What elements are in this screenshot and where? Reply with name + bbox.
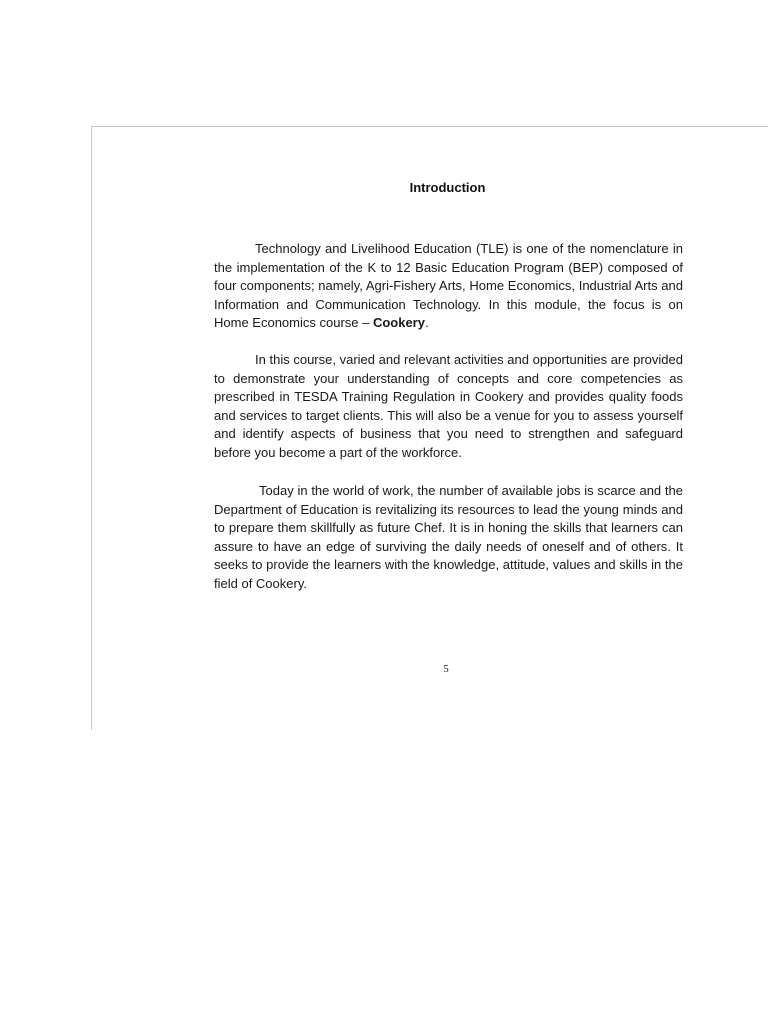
page-title: Introduction: [409, 180, 486, 195]
intro-paragraph-3: Today in the world of work, the number of available jobs is scarce and the Department of Education is revitalizing its resources to lead the young minds and to prepare them skillfully as future Chef. It is in honing the skills that learners can assure to have an edge of surviving the daily needs of oneself and of others. It seeks to provide the learners with the knowledge, attitude, values and skills in the field of Cookery.: [214, 483, 683, 591]
paragraph-text: Technology and Livelihood Education (TLE) is one of the nomenclature in the implementation of the K to 12 Basic Education Program (BEP) composed of four components; namely, Agri-Fishery Arts, Home Economics, Industrial Arts and Information and Communication Technology. In this module, the focus is on Home Economics course –: [214, 241, 683, 330]
intro-paragraph-2: In this course, varied and relevant activities and opportunities are provided to demonstrate your understanding of concepts and core competencies as prescribed in TESDA Training Regulation in Cookery and provides quality foods and services to target clients. This will also be a venue for you to assess yourself and identify aspects of business that you need to strengthen and safeguard before you become a part of the workforce.: [214, 352, 683, 460]
paragraph-end: .: [424, 315, 429, 330]
page-number: 5: [443, 663, 449, 675]
intro-paragraph-1: [214, 240, 683, 333]
course-name-emphasis: Cookery: [372, 315, 425, 330]
